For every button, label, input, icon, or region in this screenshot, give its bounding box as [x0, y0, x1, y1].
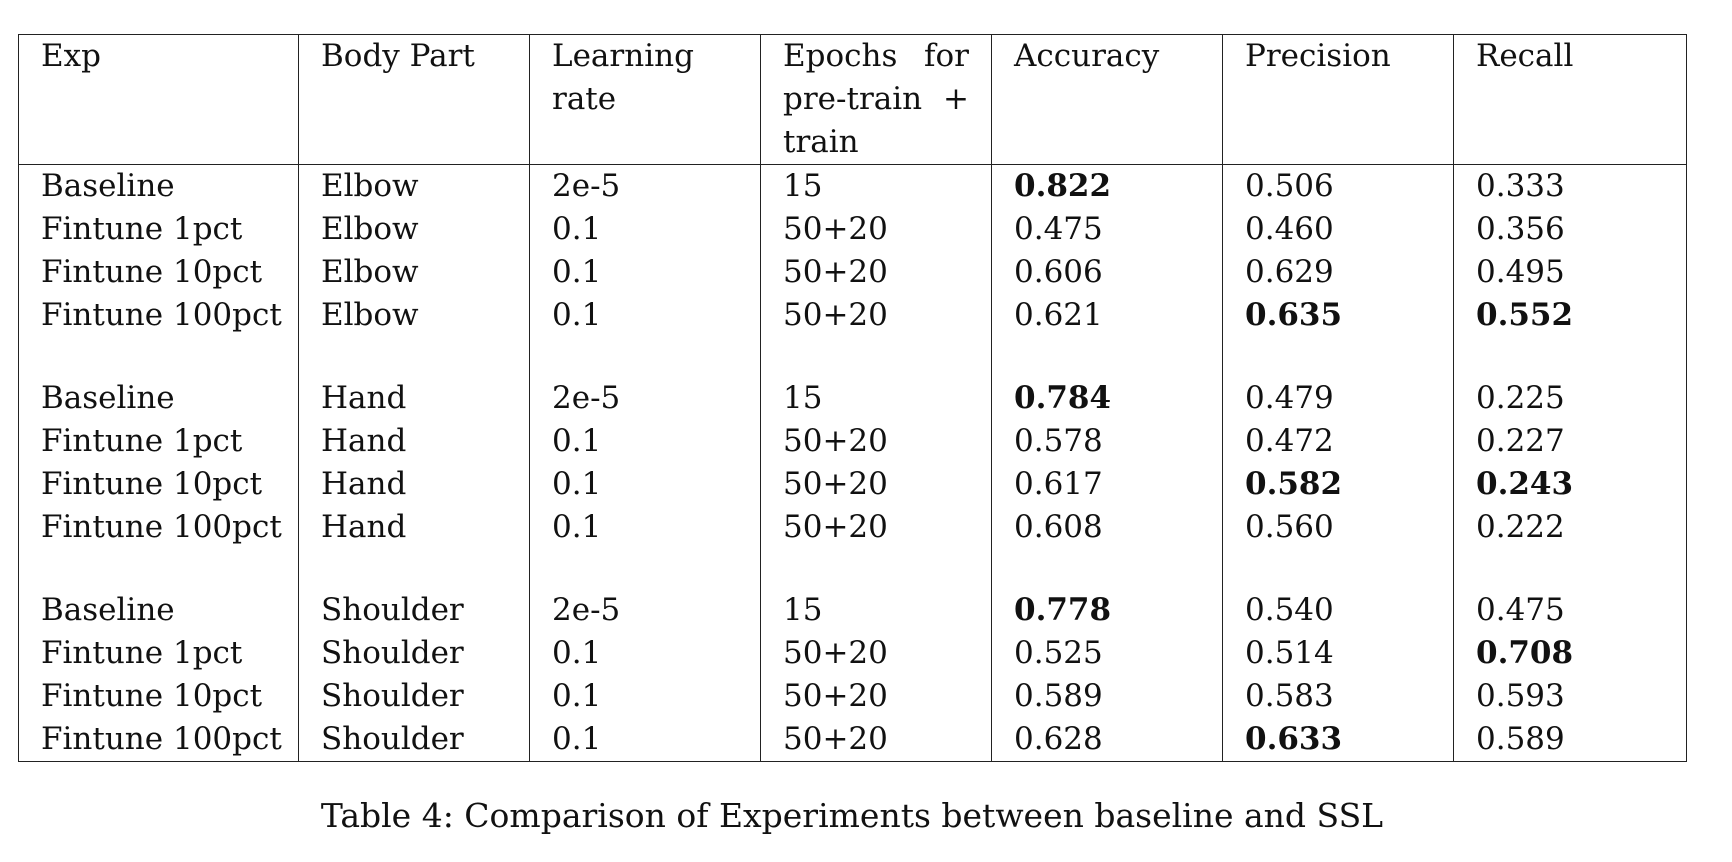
cell-epochs: 50+20: [761, 294, 992, 337]
cell-exp: Baseline: [19, 377, 299, 420]
table-row: [19, 675, 1687, 718]
cell-exp: Fintune 10pct: [19, 463, 299, 506]
spacer-cell: [1454, 337, 1687, 377]
cell-precision: 0.514: [1223, 632, 1454, 675]
spacer-cell: [299, 337, 530, 377]
cell-exp: Fintune 10pct: [19, 675, 299, 718]
cell-accuracy: 0.621: [992, 294, 1223, 337]
cell-accuracy: 0.822: [992, 165, 1223, 209]
cell-learning-rate: 0.1: [530, 675, 761, 718]
spacer-cell: [992, 549, 1223, 589]
cell-learning-rate: 0.1: [530, 632, 761, 675]
cell-accuracy: 0.628: [992, 718, 1223, 762]
table-row: [19, 718, 1687, 762]
cell-precision: 0.460: [1223, 208, 1454, 251]
table-row: [19, 377, 1687, 420]
cell-recall: 0.243: [1454, 463, 1687, 506]
cell-learning-rate: 0.1: [530, 463, 761, 506]
cell-epochs: 50+20: [761, 463, 992, 506]
cell-precision: 0.472: [1223, 420, 1454, 463]
cell-accuracy: 0.578: [992, 420, 1223, 463]
cell-recall: 0.552: [1454, 294, 1687, 337]
cell-precision: 0.583: [1223, 675, 1454, 718]
cell-precision: 0.629: [1223, 251, 1454, 294]
cell-exp: Fintune 100pct: [19, 506, 299, 549]
results-table-container: [18, 34, 1686, 762]
cell-exp: Fintune 100pct: [19, 718, 299, 762]
cell-body-part: Elbow: [299, 165, 530, 209]
header-accuracy: Accuracy: [992, 35, 1223, 165]
cell-precision: 0.582: [1223, 463, 1454, 506]
spacer-cell: [761, 337, 992, 377]
group-spacer-row: [19, 337, 1687, 377]
cell-learning-rate: 0.1: [530, 251, 761, 294]
cell-precision: 0.633: [1223, 718, 1454, 762]
table-caption: Table 4: Comparison of Experiments between baseline and SSL: [320, 796, 1384, 835]
table-row: [19, 165, 1687, 209]
cell-body-part: Shoulder: [299, 675, 530, 718]
header-row: [19, 35, 1687, 165]
table-row: [19, 632, 1687, 675]
spacer-cell: [1223, 337, 1454, 377]
cell-accuracy: 0.778: [992, 589, 1223, 632]
cell-precision: 0.560: [1223, 506, 1454, 549]
group-spacer-row: [19, 549, 1687, 589]
cell-learning-rate: 2e-5: [530, 377, 761, 420]
header-body-part: Body Part: [299, 35, 530, 165]
header-exp: Exp: [19, 35, 299, 165]
spacer-cell: [19, 337, 299, 377]
table-row: [19, 208, 1687, 251]
cell-exp: Fintune 1pct: [19, 420, 299, 463]
cell-epochs: 15: [761, 377, 992, 420]
cell-epochs: 15: [761, 165, 992, 209]
cell-body-part: Hand: [299, 463, 530, 506]
spacer-cell: [299, 549, 530, 589]
cell-learning-rate: 0.1: [530, 420, 761, 463]
cell-precision: 0.540: [1223, 589, 1454, 632]
cell-recall: 0.222: [1454, 506, 1687, 549]
cell-recall: 0.495: [1454, 251, 1687, 294]
header-precision: Precision: [1223, 35, 1454, 165]
header-recall: Recall: [1454, 35, 1687, 165]
cell-epochs: 50+20: [761, 420, 992, 463]
cell-accuracy: 0.608: [992, 506, 1223, 549]
cell-accuracy: 0.784: [992, 377, 1223, 420]
cell-exp: Fintune 1pct: [19, 632, 299, 675]
cell-recall: 0.475: [1454, 589, 1687, 632]
cell-learning-rate: 0.1: [530, 718, 761, 762]
spacer-cell: [992, 337, 1223, 377]
cell-learning-rate: 0.1: [530, 208, 761, 251]
cell-exp: Baseline: [19, 165, 299, 209]
cell-accuracy: 0.475: [992, 208, 1223, 251]
cell-body-part: Hand: [299, 377, 530, 420]
cell-precision: 0.506: [1223, 165, 1454, 209]
spacer-cell: [530, 549, 761, 589]
cell-recall: 0.593: [1454, 675, 1687, 718]
cell-body-part: Hand: [299, 506, 530, 549]
cell-exp: Baseline: [19, 589, 299, 632]
cell-body-part: Shoulder: [299, 589, 530, 632]
cell-learning-rate: 2e-5: [530, 589, 761, 632]
table-body: [19, 165, 1687, 762]
table-row: [19, 294, 1687, 337]
cell-epochs: 50+20: [761, 675, 992, 718]
spacer-cell: [1223, 549, 1454, 589]
cell-epochs: 50+20: [761, 718, 992, 762]
cell-body-part: Elbow: [299, 251, 530, 294]
cell-learning-rate: 2e-5: [530, 165, 761, 209]
cell-recall: 0.333: [1454, 165, 1687, 209]
cell-body-part: Elbow: [299, 294, 530, 337]
spacer-cell: [761, 549, 992, 589]
cell-body-part: Hand: [299, 420, 530, 463]
table-row: [19, 506, 1687, 549]
cell-body-part: Elbow: [299, 208, 530, 251]
table-row: [19, 463, 1687, 506]
cell-recall: 0.227: [1454, 420, 1687, 463]
table-row: [19, 420, 1687, 463]
cell-exp: Fintune 100pct: [19, 294, 299, 337]
cell-epochs: 15: [761, 589, 992, 632]
cell-learning-rate: 0.1: [530, 294, 761, 337]
cell-learning-rate: 0.1: [530, 506, 761, 549]
header-epochs: Epochs for pre-train + train: [761, 35, 992, 165]
cell-body-part: Shoulder: [299, 718, 530, 762]
cell-accuracy: 0.589: [992, 675, 1223, 718]
cell-epochs: 50+20: [761, 251, 992, 294]
cell-precision: 0.479: [1223, 377, 1454, 420]
header-learning-rate: Learning rate: [530, 35, 761, 165]
cell-epochs: 50+20: [761, 632, 992, 675]
spacer-cell: [19, 549, 299, 589]
cell-accuracy: 0.617: [992, 463, 1223, 506]
results-table: [18, 34, 1687, 762]
cell-accuracy: 0.525: [992, 632, 1223, 675]
cell-recall: 0.356: [1454, 208, 1687, 251]
spacer-cell: [1454, 549, 1687, 589]
cell-recall: 0.225: [1454, 377, 1687, 420]
cell-epochs: 50+20: [761, 506, 992, 549]
table-row: [19, 589, 1687, 632]
table-row: [19, 251, 1687, 294]
spacer-cell: [530, 337, 761, 377]
cell-accuracy: 0.606: [992, 251, 1223, 294]
cell-epochs: 50+20: [761, 208, 992, 251]
cell-recall: 0.708: [1454, 632, 1687, 675]
cell-exp: Fintune 10pct: [19, 251, 299, 294]
cell-recall: 0.589: [1454, 718, 1687, 762]
cell-precision: 0.635: [1223, 294, 1454, 337]
cell-exp: Fintune 1pct: [19, 208, 299, 251]
cell-body-part: Shoulder: [299, 632, 530, 675]
